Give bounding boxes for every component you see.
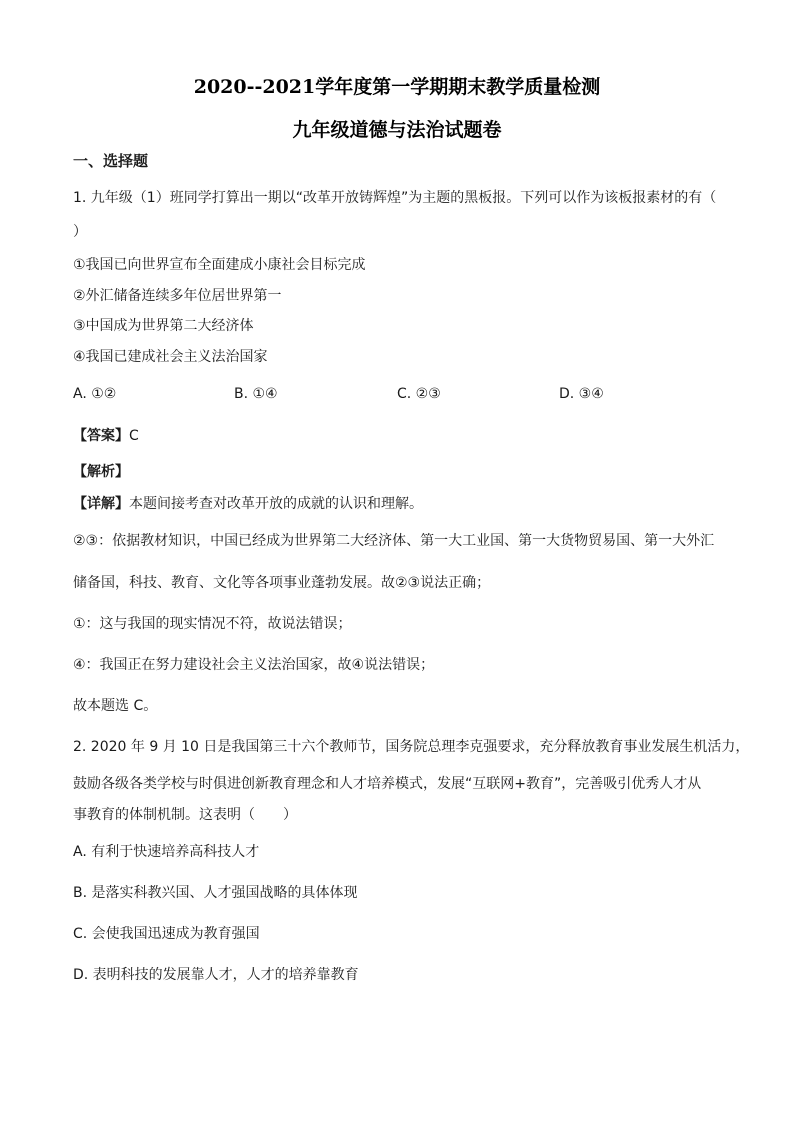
exam-subtitle: 九年级道德与法治试题卷 <box>292 119 502 141</box>
q2-stem-line2: 鼓励各级各类学校与时俱进创新教育理念和人才培养模式，发展“互联网+教育”，完善吸引优秀人才从 <box>73 776 702 792</box>
section-heading: 一、选择题 <box>73 152 149 170</box>
q1-answer <box>73 427 139 445</box>
q2-option-a: A. 有利于快速培养高科技人才 <box>73 844 260 860</box>
answer-label: 【答案】 <box>73 428 129 444</box>
q2-stem-line3: 事教育的体制机制。这表明（ ） <box>73 807 297 823</box>
q1-explanation-line4: ④：我国正在努力建设社会主义法治国家，故④说法错误； <box>73 657 435 673</box>
q2-option-b: B. 是落实科教兴国、人才强国战略的具体体现 <box>73 885 358 901</box>
q1-item-4: ④我国已建成社会主义法治国家 <box>73 349 268 365</box>
exam-title: 2020--2021学年度第一学期期末教学质量检测 <box>193 76 601 98</box>
q1-option-a: A. ①② <box>73 386 117 402</box>
q1-option-d: D. ③④ <box>559 386 604 402</box>
q1-conclusion: 故本题选 C。 <box>73 698 158 714</box>
analysis-label: 【解析】 <box>73 464 129 480</box>
q1-item-3: ③中国成为世界第二大经济体 <box>73 318 254 334</box>
q2-stem-line1: 2. 2020 年 9 月 10 日是我国第三十六个教师节，国务院总理李克强要求，充分释放教育事业发展生机活力， <box>73 739 750 755</box>
q1-item-1: ①我国已向世界宣布全面建成小康社会目标完成 <box>73 257 366 273</box>
detail-text: 本题间接考查对改革开放的成就的认识和理解。 <box>129 496 423 512</box>
q1-explanation-line2: 储备国，科技、教育、文化等各项事业蓬勃发展。故②③说法正确； <box>73 575 491 591</box>
answer-value: C <box>129 428 139 444</box>
q2-option-c: C. 会使我国迅速成为教育强国 <box>73 926 260 942</box>
q1-explanation-line3: ①：这与我国的现实情况不符，故说法错误； <box>73 616 352 632</box>
q1-option-b: B. ①④ <box>234 386 278 402</box>
q1-item-2: ②外汇储备连续多年位居世界第一 <box>73 288 282 304</box>
q2-option-d: D. 表明科技的发展靠人才，人才的培养靠教育 <box>73 967 359 983</box>
q1-explanation-line1: ②③：依据教材知识，中国已经成为世界第二大经济体、第一大工业国、第一大货物贸易国、第一大外汇 <box>73 533 715 549</box>
q1-stem-line2: ） <box>73 224 87 240</box>
detail-label: 【详解】 <box>73 496 129 512</box>
q1-option-c: C. ②③ <box>397 386 441 402</box>
q1-detail <box>73 495 423 513</box>
q1-stem-line1: 1. 九年级（1）班同学打算出一期以“改革开放铸辉煌”为主题的黑板报。下列可以作为该板报素材的有（ <box>73 190 717 206</box>
